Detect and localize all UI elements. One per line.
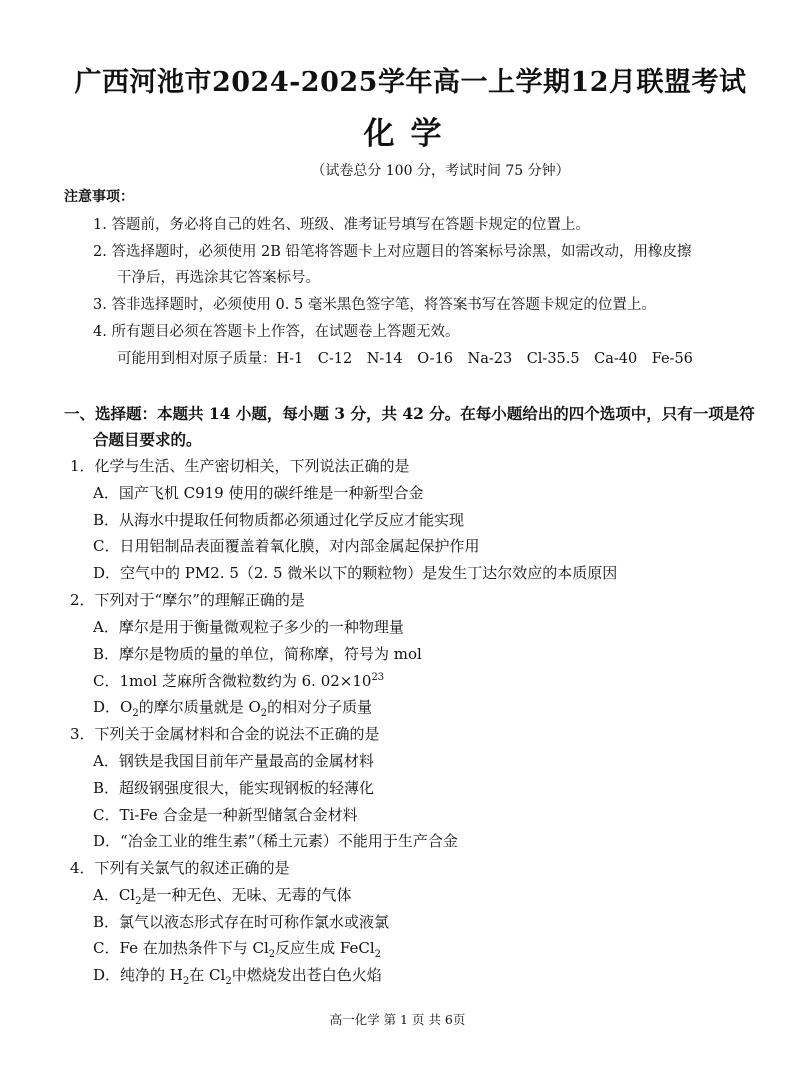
question-1-option-a: A．国产飞机 C919 使用的碳纤维是一种新型合金 xyxy=(93,484,424,502)
question-4-option-a-text-a: A．Cl xyxy=(93,886,136,904)
question-3-stem: 3．下列关于金属材料和合金的说法不正确的是 xyxy=(70,725,380,743)
notice-item-3: 3. 答非选择题时，必须使用 0. 5 毫米黑色签字笔，将答案书写在答题卡规定的位置上。 xyxy=(93,297,656,313)
question-4-option-d-text-b: 在 Cl xyxy=(189,966,226,984)
question-4-stem: 4．下列有关氯气的叙述正确的是 xyxy=(70,859,290,877)
question-4-option-d-text-a: D．纯净的 H xyxy=(93,966,183,984)
subscript: 2 xyxy=(260,708,268,719)
section-heading: 一、选择题：本题共 14 小题，每小题 3 分，共 42 分。在每小题给出的四个选项中，只有一项是符 xyxy=(64,404,755,423)
exam-subject: 化学 xyxy=(363,116,458,152)
notice-heading: 注意事项： xyxy=(64,189,134,205)
exam-title: 广西河池市2024-2025学年高一上学期12月联盟考试 xyxy=(74,67,747,98)
question-4-option-c-text-a: C．Fe 在加热条件下与 Cl xyxy=(93,939,269,957)
question-4-option-c xyxy=(93,937,381,958)
question-4-option-a xyxy=(93,884,352,905)
atomic-masses: 可能用到相对原子质量：H-1 C-12 N-14 O-16 Na-23 Cl-35.5 Ca-40 Fe-56 xyxy=(117,351,693,367)
notice-item-4: 4. 所有题目必须在答题卡上作答，在试题卷上答题无效。 xyxy=(93,324,460,340)
question-4-option-c-text-b: 反应生成 FeCl xyxy=(275,939,375,957)
section-heading-cont: 合题目要求的。 xyxy=(93,430,202,449)
question-2-option-c xyxy=(93,670,384,691)
question-3-option-b: B．超级钢强度很大，能实现钢板的轻薄化 xyxy=(93,779,375,797)
question-1-option-d: D．空气中的 PM2. 5（2. 5 微米以下的颗粒物）是发生丁达尔效应的本质原因 xyxy=(93,564,618,582)
subscript: 2 xyxy=(182,976,190,987)
question-2-option-d-text-a: D．O xyxy=(93,698,133,716)
question-3-option-d: D．“冶金工业的维生素”（稀土元素）不能用于生产合金 xyxy=(93,832,458,850)
question-4-option-b: B．氯气以液态形式存在时可称作氯水或液氯 xyxy=(93,913,390,931)
question-1-option-b: B．从海水中提取任何物质都必须通过化学反应才能实现 xyxy=(93,511,465,529)
question-3-option-a: A．钢铁是我国目前年产量最高的金属材料 xyxy=(93,752,374,770)
question-2-option-c-text: C．1mol 芝麻所含微粒数约为 6. 02×10 xyxy=(93,672,372,690)
subscript: 2 xyxy=(135,896,142,907)
subscript: 2 xyxy=(225,976,232,987)
question-1-stem: 1．化学与生活、生产密切相关，下列说法正确的是 xyxy=(70,457,410,475)
notice-item-1: 1. 答题前，务必将自己的姓名、班级、准考证号填写在答题卡规定的位置上。 xyxy=(93,217,590,233)
question-1-option-c: C．日用铝制品表面覆盖着氧化膜，对内部金属起保护作用 xyxy=(93,537,480,555)
question-4-option-d xyxy=(93,964,382,985)
question-2-option-d-text-c: 的相对分子质量 xyxy=(267,698,373,716)
question-2-option-d-text-b: 的摩尔质量就是 O xyxy=(138,698,261,716)
page-footer: 高一化学 第 1 页 共 6页 xyxy=(329,1012,466,1027)
question-4-option-d-text-c: 中燃烧发出苍白色火焰 xyxy=(231,966,382,984)
question-2-option-b: B．摩尔是物质的量的单位，简称摩，符号为 mol xyxy=(93,645,422,663)
notice-item-2: 2. 答选择题时，必须使用 2B 铅笔将答题卡上对应题目的答案标号涂黑，如需改动，用橡皮擦 xyxy=(93,244,692,260)
question-3-option-c: C．Ti-Fe 合金是一种新型储氢合金材料 xyxy=(93,806,358,824)
exponent: 23 xyxy=(371,672,385,683)
subscript: 2 xyxy=(268,949,276,960)
question-2-option-a: A．摩尔是用于衡量微观粒子多少的一种物理量 xyxy=(93,618,404,636)
subscript: 2 xyxy=(374,949,382,960)
exam-info: （试卷总分 100 分，考试时间 75 分钟） xyxy=(311,163,570,179)
question-4-option-a-text-b: 是一种无色、无味、无毒的气体 xyxy=(141,886,352,904)
subscript: 2 xyxy=(132,708,139,719)
notice-item-2-cont: 干净后，再选涂其它答案标号。 xyxy=(117,270,320,286)
question-2-stem: 2．下列对于“摩尔”的理解正确的是 xyxy=(70,591,305,609)
question-2-option-d xyxy=(93,696,372,717)
